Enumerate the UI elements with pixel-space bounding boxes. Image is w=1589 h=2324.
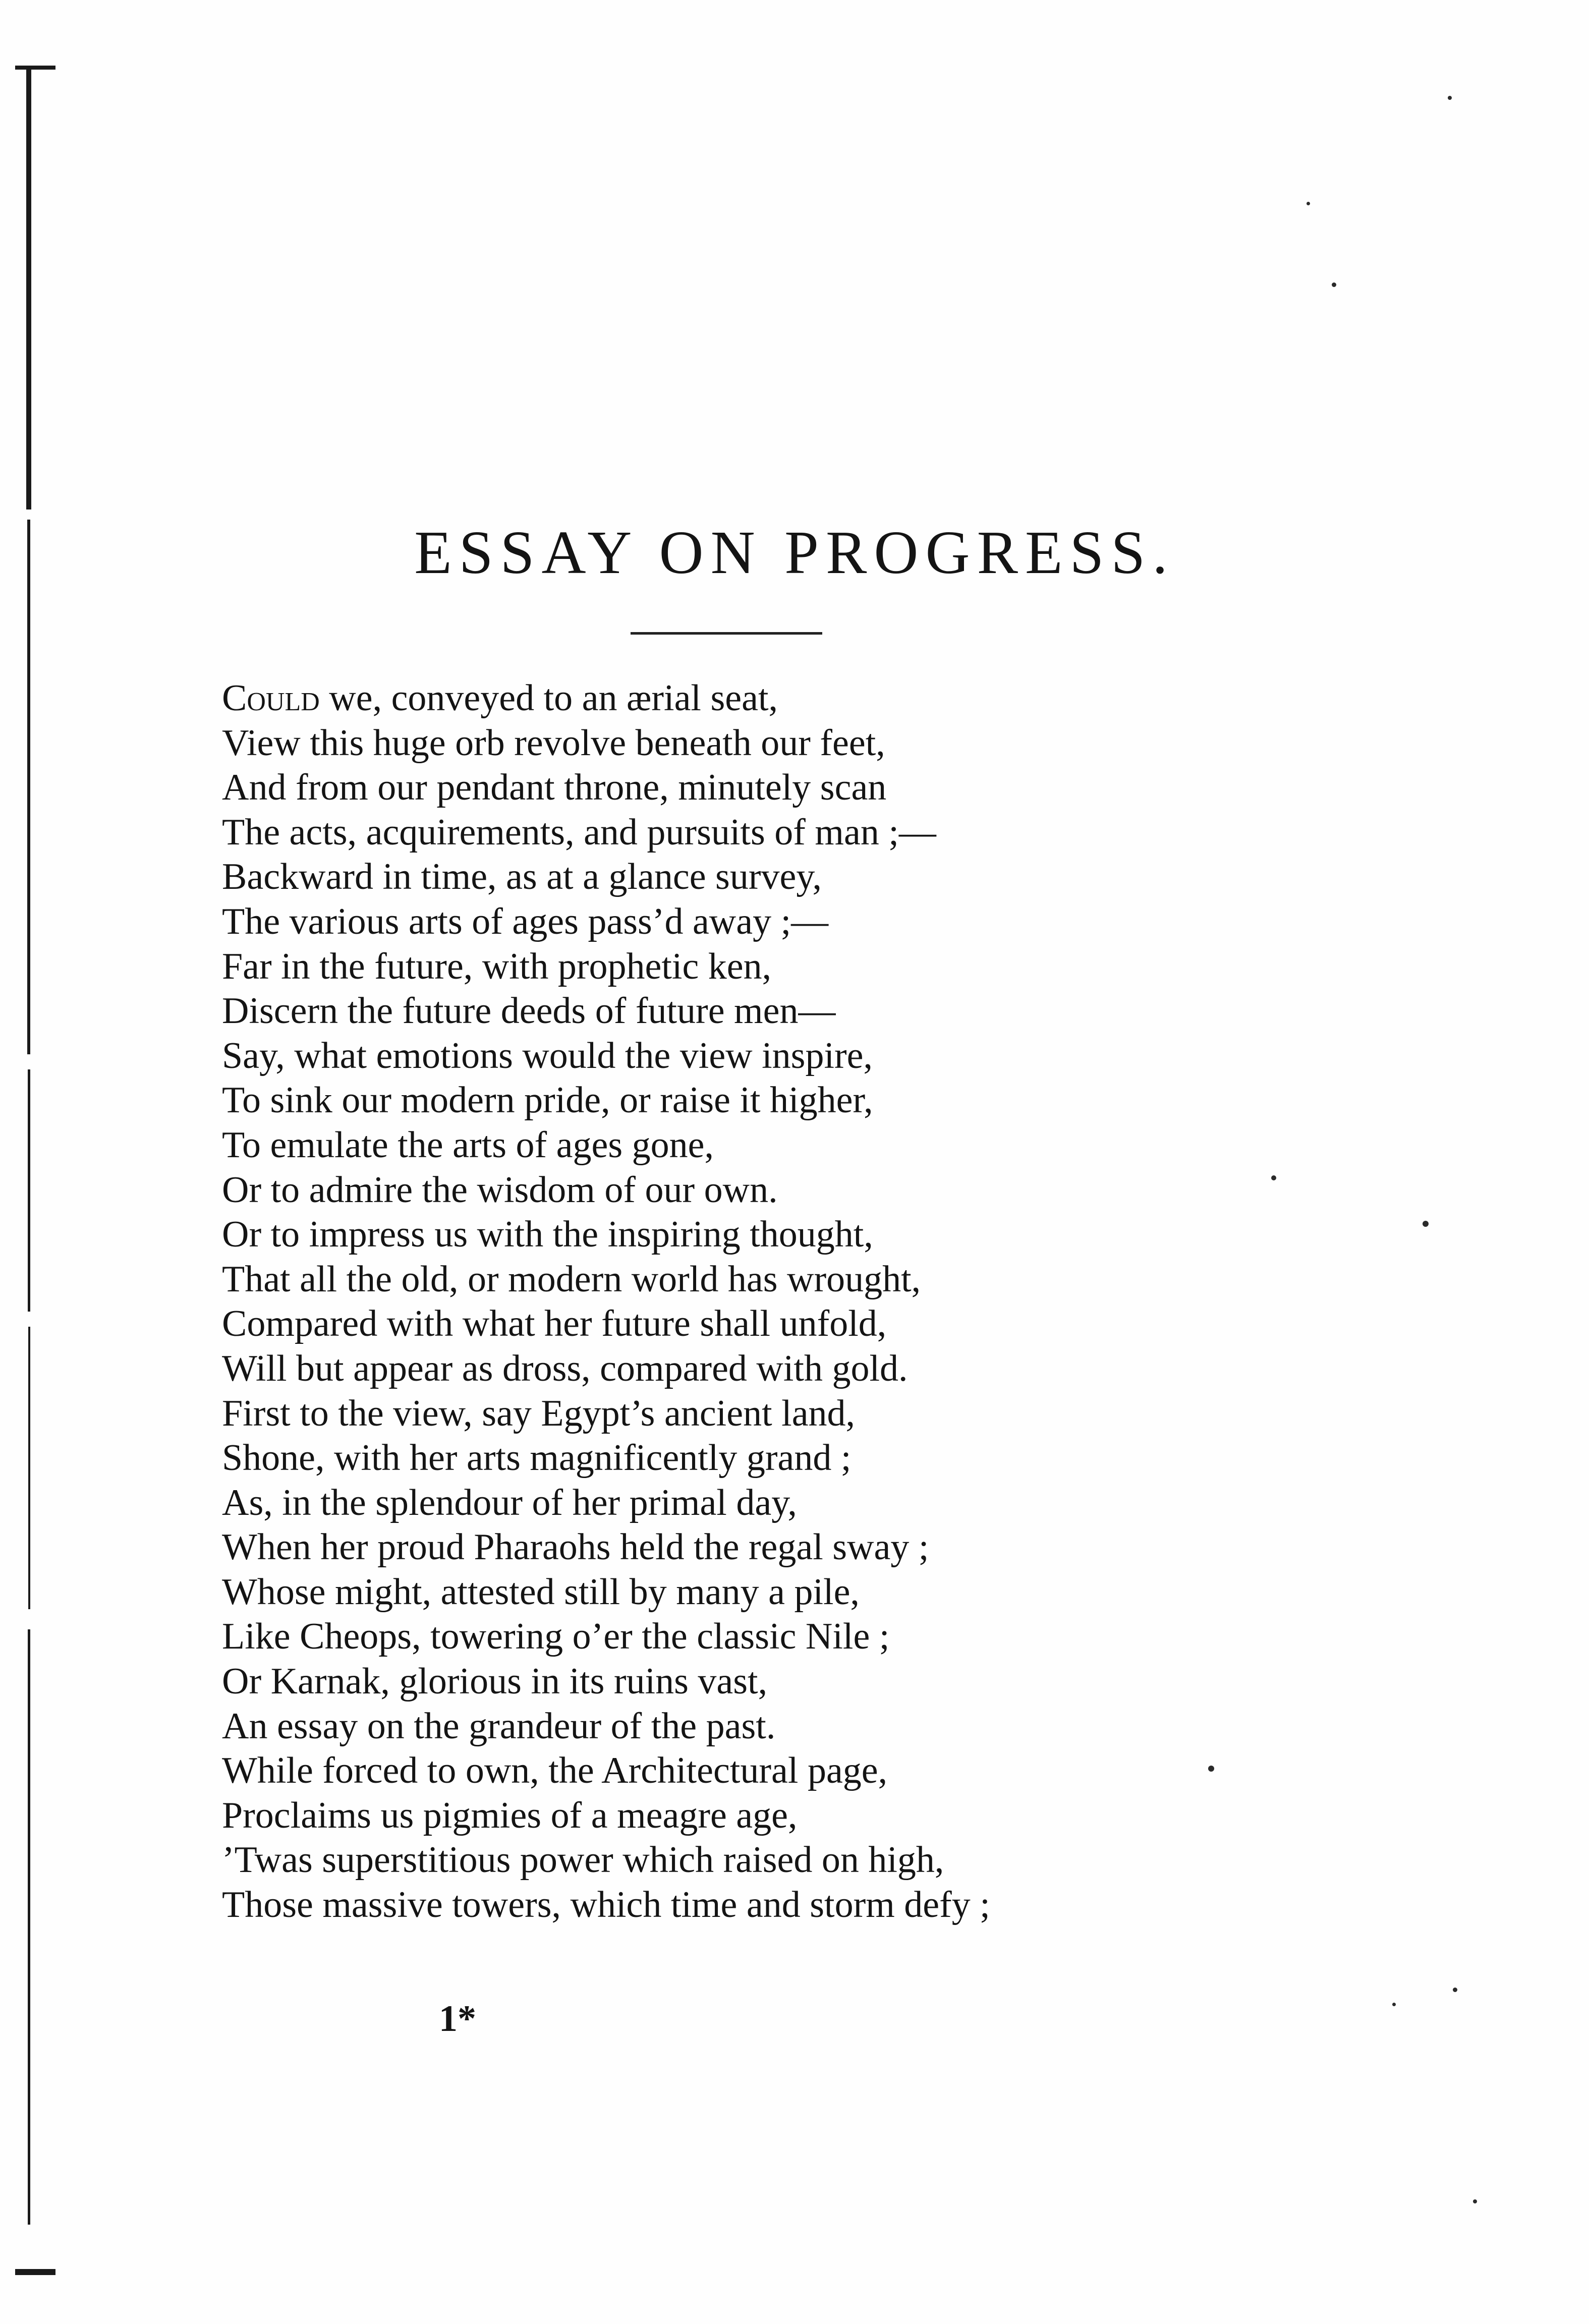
print-speck xyxy=(1448,96,1452,100)
print-speck xyxy=(1473,2199,1477,2203)
poem-line: While forced to own, the Architectural page, xyxy=(222,1750,888,1792)
binding-edge-rule xyxy=(28,1629,30,2225)
signature-mark: 1* xyxy=(439,1998,476,2039)
poem-line: Whose might, attested still by many a pile, xyxy=(222,1571,860,1613)
poem-body xyxy=(222,676,1433,1928)
poem-line: Those massive towers, which time and storm defy ; xyxy=(222,1884,990,1926)
print-speck xyxy=(1307,202,1310,205)
binding-edge-foot xyxy=(15,2269,55,2275)
poem-line: The various arts of ages pass’d away ;— xyxy=(222,900,829,942)
poem-line: To sink our modern pride, or raise it higher, xyxy=(222,1080,873,1121)
poem-line: When her proud Pharaohs held the regal sway ; xyxy=(222,1526,929,1568)
binding-edge-rule xyxy=(26,66,31,509)
page-title: ESSAY ON PROGRESS. xyxy=(414,519,1175,587)
first-line-rest: we, conveyed to an ærial seat, xyxy=(319,677,778,719)
poem-line: The acts, acquirements, and pursuits of man ;— xyxy=(222,811,936,853)
poem-line: That all the old, or modern world has wrought, xyxy=(222,1258,921,1300)
poem-line: To emulate the arts of ages gone, xyxy=(222,1124,714,1166)
poem-line: Say, what emotions would the view inspire, xyxy=(222,1035,873,1076)
binding-edge-rule xyxy=(27,520,30,1054)
poem-line: First to the view, say Egypt’s ancient land, xyxy=(222,1392,856,1434)
print-speck xyxy=(1392,2003,1396,2006)
print-speck xyxy=(1453,1988,1457,1992)
binding-edge-cap xyxy=(15,66,55,70)
poem-line: View this huge orb revolve beneath our feet, xyxy=(222,722,885,764)
poem-line: Will but appear as dross, compared with gold. xyxy=(222,1347,908,1389)
poem-line: Proclaims us pigmies of a meagre age, xyxy=(222,1794,798,1836)
poem-line: Or Karnak, glorious in its ruins vast, xyxy=(222,1661,768,1703)
poem-line: Discern the future deeds of future men— xyxy=(222,990,836,1032)
binding-edge xyxy=(0,66,55,2275)
poem-line: Or to admire the wisdom of our own. xyxy=(222,1169,778,1211)
poem-line: Far in the future, with prophetic ken, xyxy=(222,945,772,987)
poem-line: Like Cheops, towering o’er the classic Nile ; xyxy=(222,1616,890,1658)
print-speck xyxy=(1332,282,1336,287)
poem-line: Compared with what her future shall unfold, xyxy=(222,1303,887,1345)
poem-line: ’Twas superstitious power which raised on high, xyxy=(222,1839,944,1881)
poem-line: Shone, with her arts magnificently grand ; xyxy=(222,1437,852,1479)
drop-lead-word: Could xyxy=(222,677,320,719)
poem-line: Backward in time, as at a glance survey, xyxy=(222,856,822,898)
poem-line: As, in the splendour of her primal day, xyxy=(222,1482,797,1523)
binding-edge-rule xyxy=(28,1069,30,1312)
poem-line: Or to impress us with the inspiring thought, xyxy=(222,1214,873,1256)
poem-line xyxy=(222,676,1433,721)
title-divider xyxy=(631,632,822,635)
binding-edge-rule xyxy=(28,1327,30,1609)
poem-line: An essay on the grandeur of the past. xyxy=(222,1705,776,1747)
poem-line: And from our pendant throne, minutely scan xyxy=(222,767,887,809)
